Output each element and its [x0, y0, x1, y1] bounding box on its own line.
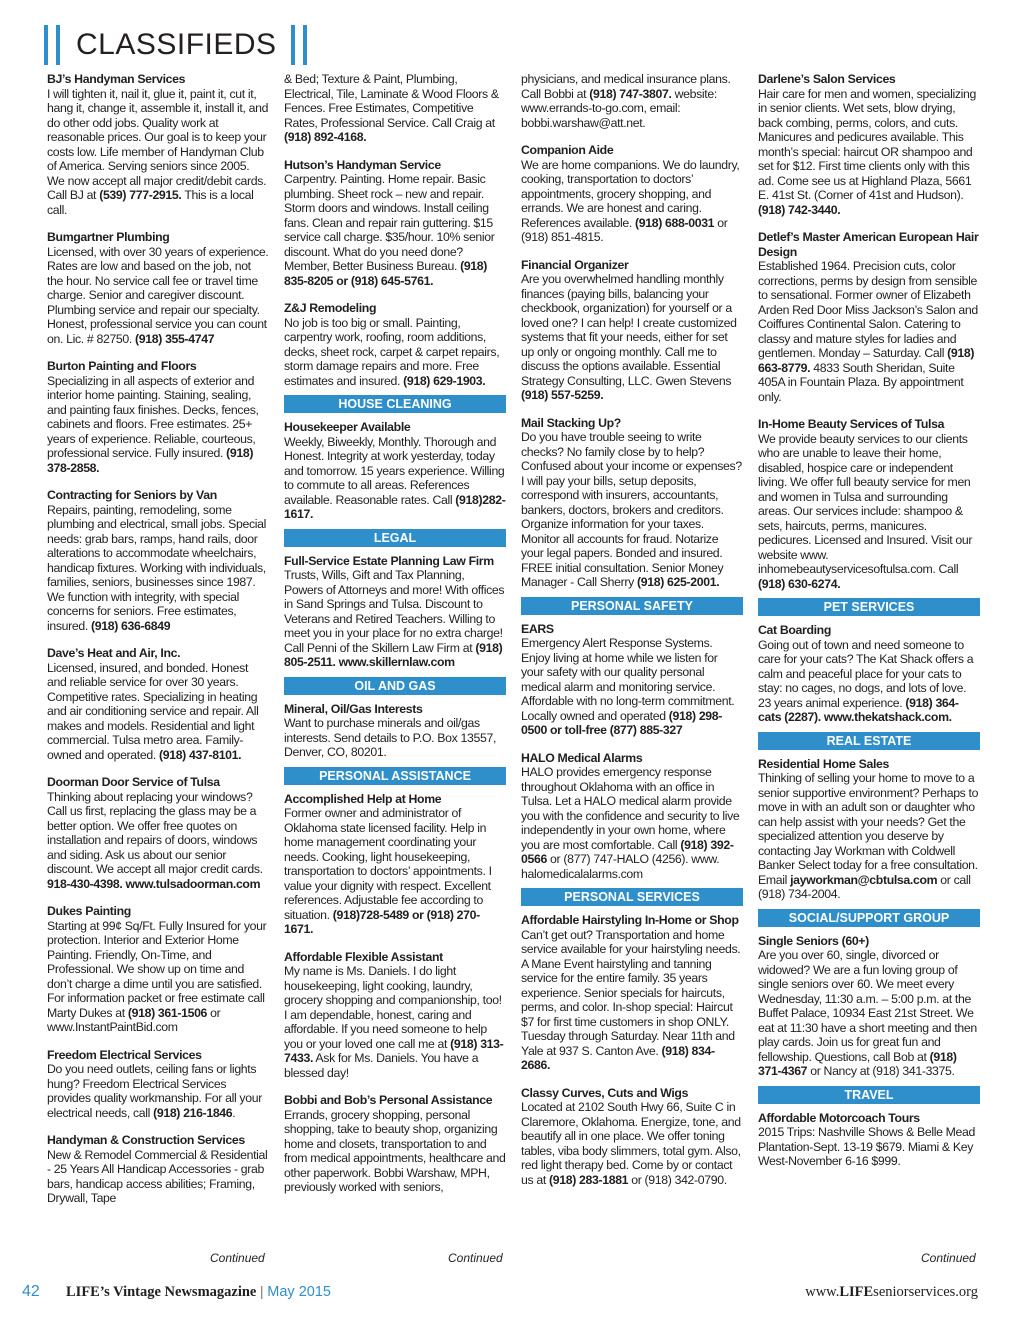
ad-text: 2015 Trips: Nashville Shows & Belle Mead Plantation-Sept. 13-19 $679. Miami & Key West-November 6-16 $999. [758, 1125, 976, 1168]
ad-heading: Doorman Door Service of Tulsa [47, 775, 220, 789]
ad-body [521, 158, 743, 245]
ad-heading: Dukes Painting [47, 904, 131, 918]
ad-contact: (918) 834-2686. [521, 1043, 715, 1072]
section-header-social-support-group: SOCIAL/SUPPORT GROUP [758, 909, 980, 927]
ad-body [47, 374, 269, 476]
header-bar-right-1 [291, 25, 295, 65]
ad-heading: Contracting for Seniors by Van [47, 488, 217, 502]
ad-body [521, 636, 743, 738]
classified-ad-financial-organizer [521, 258, 743, 403]
ad-heading: Mineral, Oil/Gas Interests [284, 701, 423, 716]
classified-ad-affordable-motorcoach-tours [758, 1111, 980, 1169]
ad-heading: Single Seniors (60+) [758, 933, 869, 948]
ad-contact: (539) 777-2915. [99, 188, 182, 202]
ad-heading: Darlene’s Salon Services [758, 72, 896, 86]
ad-contact: (918) 835-8205 or (918) 645-5761. [284, 259, 488, 288]
ad-heading: HALO Medical Alarms [521, 750, 643, 765]
ad-text-tail: or (918) 851-4815. [521, 215, 728, 244]
ad-body [284, 568, 506, 670]
classified-ad-affordable-hairstyling-in-home-or-shop [521, 913, 743, 1073]
ad-heading: Dave’s Heat and Air, Inc. [47, 646, 181, 660]
continued-note-3: Continued [921, 1251, 976, 1265]
website-brand: LIFE [839, 1284, 874, 1300]
ad-heading: Financial Organizer [521, 257, 629, 272]
classified-ad-housekeeper-available [284, 420, 506, 522]
ad-body [284, 806, 506, 937]
header-bar-left-2 [56, 25, 60, 65]
ad-body [47, 1148, 269, 1206]
ad-body [758, 432, 980, 592]
ad-body [521, 72, 743, 130]
ad-heading: EARS [521, 621, 554, 636]
ad-heading: Z&J Remodeling [284, 301, 377, 315]
ad-text: No job is too big or small. Painting, carpentry work, roofing, room additions, decks, sheet rock, carpet & carpet repairs, storm damage repairs and more. Free estimates and insured. [284, 315, 500, 388]
ad-contact: (918) 313-7433. [284, 1036, 504, 1065]
ad-contact: (918) 742-3440. [758, 202, 841, 217]
ad-text: Emergency Alert Response Systems. Enjoy living at home while we listen for your safety with our quality personal medical alarm and monitoring service. Affordable with no long-term commitment. Locally owned and operated [521, 636, 735, 723]
ad-contact: (918) 216-1846 [153, 1105, 233, 1120]
column-1 [47, 72, 269, 1219]
ad-heading: Affordable Flexible Assistant [284, 949, 443, 964]
ad-heading: Classy Curves, Cuts and Wigs [521, 1085, 689, 1100]
ad-heading: Mail Stacking Up? [521, 415, 621, 430]
ad-text-tail: Ask for Ms. Daniels. You have a blessed day! [284, 1051, 479, 1080]
ad-text: Thinking about replacing your windows? Call us first, replacing the glass may be a better option. We offer free quotes on installation and repairs of doors, windows and siding. Ask us about our senior discount. We accept all major credit cards. [47, 789, 263, 876]
ad-heading: Freedom Electrical Services [47, 1047, 202, 1062]
ad-contact: (918) 747-3807. [589, 86, 672, 101]
ad-text: Established 1964. Precision cuts, color corrections, perms by design from sensible to sensational. Former owner of Elizabeth Arden Red Door Miss Jackson’s Salon and Coiffures Continental Salon. Catering to classy and mature styles for ladies and gentlemen. Monday – Saturday. Call [758, 259, 978, 360]
ad-heading: Hutson’s Handyman Service [284, 157, 441, 172]
classified-ad-bj-s-handyman-services [47, 72, 269, 217]
ad-body [521, 430, 743, 590]
ad-contact: 918-430-4398. www.tulsadoorman.com [47, 876, 261, 891]
ad-contact: (918) 663-8779. [758, 346, 975, 375]
ad-body [47, 919, 269, 1035]
ad-text: Do you have trouble seeing to write checks? No family close by to help? Confused about your income or expenses? I will pay your bills, setup deposits, correspond with insurers, accountants, bankers, doctors, brokers and creditors. Organize information for your taxes. Monitor all accounts for fraud. Notarize your legal papers. Bonded and insured. FREE initial consultation. Senior Money Manager - Call Sherry [521, 430, 742, 589]
continued-note-2: Continued [448, 1251, 503, 1265]
ad-text: Trusts, Wills, Gift and Tax Planning, Powers of Attorneys and more! With offices in Sand Springs and Tulsa. Discount to Veterans and Retired Teachers. Willing to meet you in your place for no extra charge! Call Penni of the Skillern Law Firm at [284, 568, 505, 655]
ad-body [47, 245, 269, 347]
ad-contact: (918) 355-4747 [135, 331, 215, 346]
ad-body [758, 1125, 980, 1169]
ad-body [758, 948, 980, 1079]
website-link[interactable] [805, 1284, 978, 1301]
continued-note-1: Continued [210, 1251, 265, 1265]
ad-contact: (918) 625-2001. [637, 575, 720, 589]
column-3 [521, 72, 743, 1200]
ad-contact: (918) 557-5259. [521, 388, 604, 402]
ad-text-tail: This is a local call. [47, 188, 254, 217]
ad-body [521, 765, 743, 881]
classified-ad-single-seniors-60 [758, 934, 980, 1079]
classified-ad-accomplished-help-at-home [284, 792, 506, 937]
section-header-house-cleaning: HOUSE CLEANING [284, 395, 506, 413]
ad-text: Going out of town and need someone to care for your cats? The Kat Shack offers a calm and peaceful place for your cats to stay: no cages, no dogs, and lots of love. 23 years animal experience. [758, 637, 974, 710]
ad-body [284, 72, 506, 145]
classified-ad-in-home-beauty-services-of-tulsa [758, 417, 980, 591]
ad-contact: (918) 361-1506 [127, 1005, 208, 1020]
ad-body [521, 272, 743, 403]
classified-ad-contracting-for-seniors-by-van [47, 488, 269, 633]
section-header-legal: LEGAL [284, 529, 506, 547]
ad-contact: (918) 805-2511. www.skillernlaw.com [284, 640, 503, 669]
section-header-personal-safety: PERSONAL SAFETY [521, 597, 743, 615]
classified-ad-mineral-oil-gas-interests [284, 702, 506, 760]
ad-heading: Cat Boarding [758, 623, 831, 637]
ad-text: New & Remodel Commercial & Residential - 25 Years All Handicap Accessories - grab bars, handicap access abilities; Framing, Drywall, Tape [47, 1147, 268, 1205]
ad-text: We are home companions. We do laundry, cooking, transportation to doctors’ appointments, grocery shopping, and errands. We are honest and caring. References available. [521, 157, 740, 230]
ad-text: Hair care for men and women, specializing in senior clients. Wet sets, blow drying, back combing, perms, colors, and cuts. Manicures and pedicures available. This month’s special: haircut OR shampoo and set for $12. First time clients only with this ad. Come see us at Highland Plaza, 5661 E. 41st St. (Corner of 41st and Hudson). [758, 86, 977, 202]
section-header-travel: TRAVEL [758, 1086, 980, 1104]
ad-contact: (918) 392-0566 [521, 837, 734, 866]
ad-text-tail: website: www.errands-to-go.com, email: bobbi.warshaw@att.net. [521, 86, 717, 130]
classified-ad-continued [284, 72, 506, 145]
ad-text: Errands, grocery shopping, personal shopping, take to beauty shop, organizing home and closets, transportation to and from medical appointments, healthcare and other paperwork. Bobbi Warshaw, MPH, previously worked with seniors, [284, 1107, 506, 1194]
ad-text: Can’t get out? Transportation and home service available for your hairstyling needs. A Mane Event hairstyling and tanning service for the entire family. 35 years experience. Senior specials for haircuts, perms, and color. In-shop special: Haircut $7 for first time customers in shop ONLY. Tuesday through Saturday. Near 11th and Yale at 937 S. Canton Ave. [521, 927, 741, 1058]
classified-ad-bumgartner-plumbing [47, 230, 269, 346]
ad-text: Licensed, with over 30 years of experience. Rates are low and based on the job, not the hour. No service call fee or travel time charge. Senior and caregiver discount. Plumbing service and repair our specialty. Honest, professional service you can count on. Lic. # 82750. [47, 244, 269, 346]
header-bar-left-1 [44, 25, 48, 65]
ad-heading: Bobbi and Bob’s Personal Assistance [284, 1093, 493, 1107]
ad-contact: (918) 283-1881 [548, 1172, 629, 1187]
classified-ad-hutson-s-handyman-service [284, 158, 506, 289]
ad-heading: Housekeeper Available [284, 420, 411, 434]
ad-text: Thinking of selling your home to move to a senior supportive environment? Perhaps to move in with an adult son or daughter who can help assist with your needs? Get the specialized attention you deserve by contacting Jay Workman with Coldwell Banker Select today for a free consultation. Email [758, 771, 979, 887]
website-suffix: seniorservices.org [873, 1284, 978, 1300]
classified-ad-ears [521, 622, 743, 738]
ad-heading: Residential Home Sales [758, 756, 890, 771]
ad-contact: jayworkman@cbtulsa.com [790, 872, 938, 887]
ad-text: Repairs, painting, remodeling, some plumbing and electrical, small jobs. Special needs: grab bars, ramps, hand rails, door alterations to accommodate wheelchairs, handicap fixtures. Working with individuals, families, seniors, businesses since 1987. We function with integrity, with special concerns for seniors. Free estimates, insured. [47, 502, 267, 633]
issue-date: May 2015 [267, 1284, 331, 1300]
ad-text: Want to purchase minerals and oil/gas interests. Send details to P.O. Box 13557, Denver, CO, 80201. [284, 716, 497, 759]
classified-ad-z-j-remodeling [284, 301, 506, 388]
ad-heading: Full-Service Estate Planning Law Firm [284, 553, 494, 568]
ad-heading: Burton Painting and Floors [47, 359, 197, 373]
section-header-oil-and-gas: OIL AND GAS [284, 677, 506, 695]
classified-ad-halo-medical-alarms [521, 751, 743, 882]
ad-contact: (918)728-5489 or (918) 270-1671. [284, 907, 480, 936]
classified-ad-classy-curves-cuts-and-wigs [521, 1086, 743, 1188]
ad-body [284, 964, 506, 1080]
ad-text: We provide beauty services to our clients who are unable to leave their home, disabled, hospice care or independent living. We offer full beauty service for men and women in Tulsa and surrounding areas. Our services include: shampoo & sets, haircuts, perms, manicures. pedicures. Licensed and Insured. Visit our website www. inhomebeautyservicesoftulsa.com. Call [758, 431, 973, 576]
ad-body [47, 1062, 269, 1120]
ad-heading: Accomplished Help at Home [284, 791, 442, 806]
ad-text-tail: . [232, 1105, 236, 1120]
ad-contact: (918) 688-0031 [634, 215, 715, 230]
section-header-pet-services: PET SERVICES [758, 598, 980, 616]
ad-contact: (918) 298-0500 or toll-free (877) 885-327 [521, 708, 723, 737]
ad-body [47, 661, 269, 763]
ad-heading: Affordable Motorcoach Tours [758, 1110, 920, 1125]
ad-contact: (918) 629-1903. [403, 373, 486, 388]
ad-text: I will tighten it, nail it, glue it, paint it, cut it, hang it, change it, assemble it, install it, and do other odd jobs. Quality work at reasonable prices. Our goal is to keep your costs low. Life member of Handyman Club of America. Serving seniors since 2005. We now accept all major credit/debit cards. Call BJ at [47, 86, 269, 202]
ad-contact: (918)282-1617. [284, 492, 506, 521]
classified-ad-detlef-s-master-american-european-hair-design [758, 230, 980, 404]
ad-body [284, 435, 506, 522]
classified-ad-dukes-painting [47, 904, 269, 1035]
ad-body [758, 87, 980, 218]
ad-body [758, 638, 980, 725]
ad-body [758, 771, 980, 902]
ad-text: Located at 2102 South Hwy 66, Suite C in Claremore, Oklahoma. Energize, tone, and beautify all in one place. We offer toning tables, viba body slimmers, total gym. Also, red light therapy bed. Come by or contact us at [521, 1100, 741, 1187]
ad-text-tail: or (918) 342-0790. [628, 1172, 727, 1187]
ad-contact: (918) 378-2858. [47, 446, 254, 475]
header-bar-right-2 [303, 25, 307, 65]
classified-ad-darlene-s-salon-services [758, 72, 980, 217]
classified-ad-cat-boarding [758, 623, 980, 725]
classified-ad-affordable-flexible-assistant [284, 950, 506, 1081]
classified-ad-freedom-electrical-services [47, 1048, 269, 1121]
ad-contact: (918) 364-cats (2287). www.thekatshack.com. [758, 695, 959, 724]
ad-body [47, 503, 269, 634]
ad-body [47, 87, 269, 218]
publication-name: LIFE’s Vintage Newsmagazine [66, 1284, 257, 1300]
page-header [44, 22, 307, 68]
section-header-personal-assistance: PERSONAL ASSISTANCE [284, 767, 506, 785]
ad-text: Do you need outlets, ceiling fans or lights hung? Freedom Electrical Services provides quality workmanship. For all your electrical needs, call [47, 1062, 262, 1120]
ad-text: Weekly, Biweekly, Monthly. Thorough and Honest. Integrity at work yesterday, today and tomorrow. 15 years experience. Willing to commute to all areas. References available. Reasonable rates. Call [284, 434, 505, 507]
ad-heading: Bumgartner Plumbing [47, 230, 170, 244]
classified-ad-dave-s-heat-and-air-inc [47, 646, 269, 762]
page-number: 42 [22, 1283, 40, 1300]
ad-text: & Bed; Texture & Paint, Plumbing, Electrical, Tile, Laminate & Wood Floors & Fences. Free Estimates, Competitive Rates, Professional Service. Call Craig at [284, 72, 499, 130]
ad-body [47, 790, 269, 892]
footer-separator: | [260, 1284, 264, 1300]
ad-body [758, 259, 980, 404]
ad-body [284, 716, 506, 760]
ad-contact: (918) 892-4168. [284, 130, 367, 144]
ad-text: HALO provides emergency response throughout Oklahoma with an office in Tulsa. Let a HALO medical alarm provide you with the confidence and security to live independently in your own home, where you are most comfortable. Call [521, 765, 740, 852]
ad-body [284, 316, 506, 389]
classified-ad-continued [521, 72, 743, 130]
column-2 [284, 72, 506, 1208]
ad-text: Former owner and administrator of Oklahoma state licensed facility. Help in home management coordinating your needs. Cooking, light housekeeping, transportation to doctors’ appointments. I value your dignity with respect. Excellent references. Adjustable fee according to situation. [284, 806, 492, 922]
ad-body [521, 1100, 743, 1187]
classified-ad-burton-painting-and-floors [47, 359, 269, 475]
ad-text: Carpentry. Painting. Home repair. Basic plumbing. Sheet rock – new and repair. Storm doors and windows. Install ceiling fans. Clean and repair rain guttering. $15 service call charge. $35/hour. 10% senior discount. What do you need done? Member, Better Business Bureau. [284, 172, 495, 273]
column-4 [758, 72, 980, 1182]
ad-text: Are you overwhelmed handling monthly finances (paying bills, balancing your checkbook, organization) for yourself or a loved one? I can help! I create customized systems that fit your needs, either for set up only or ongoing monthly. Call me to discuss the options available. Essential Strategy Consulting, LLC. Gwen Stevens [521, 272, 737, 388]
ad-heading: Companion Aide [521, 143, 614, 157]
ad-body [521, 928, 743, 1073]
ad-heading: Affordable Hairstyling In-Home or Shop [521, 913, 739, 927]
ad-heading: Handyman & Construction Services [47, 1133, 245, 1147]
page-footer [0, 1283, 1024, 1307]
classified-ad-doorman-door-service-of-tulsa [47, 775, 269, 891]
ad-text-tail: or Nancy at (918) 341-3375. [807, 1064, 955, 1078]
classified-ad-mail-stacking-up [521, 416, 743, 590]
page-title: CLASSIFIEDS [76, 28, 277, 61]
ad-body [284, 1108, 506, 1195]
section-header-real-estate: REAL ESTATE [758, 732, 980, 750]
classified-ad-companion-aide [521, 143, 743, 245]
website-prefix: www. [805, 1284, 840, 1300]
ad-heading: In-Home Beauty Services of Tulsa [758, 417, 945, 431]
ad-text-tail: 4833 South Sheridan, Suite 405A in Fountain Plaza. By appointment only. [758, 360, 964, 404]
ad-text-tail: or www.InstantPaintBid.com [47, 1005, 221, 1034]
ad-contact: (918) 371-4367 [758, 1049, 957, 1078]
publication-info [66, 1284, 331, 1301]
ad-text: Specializing in all aspects of exterior and interior home painting. Staining, sealing, and painting faux finishes. Decks, fences, cabinets and floors. Free estimates. 25+ years of experience. Reliable, courteous, professional service. Fully insured. [47, 373, 259, 460]
ad-text: Licensed, insured, and bonded. Honest and reliable service for over 30 years. Competitive rates. Specializing in heating and air conditioning service and repair. All makes and models. Residential and light commercial. Tulsa metro area. Family-owned and operated. [47, 660, 259, 762]
ad-text: Are you over 60, single, divorced or widowed? We are a fun loving group of single seniors over 60. We meet every Wednesday, 11:30 a.m. – 5:00 p.m. at the Buffet Palace, 10934 East 21st Street. We eat at 11:30 have a short meeting and then play cards. Join us for great fun and fellowship. Questions, call Bob at [758, 948, 977, 1064]
ad-text: Starting at 99¢ Sq/Ft. Fully Insured for your protection. Interior and Exterior Home Painting. Friendly, On-Time, and Professional. We show up on time and don’t charge a dime until you are satisfied. For information packet or free estimate call Marty Dukes at [47, 918, 267, 1020]
ad-text-tail: or call (918) 734-2004. [758, 872, 971, 901]
ad-contact: (918) 437-8101. [158, 747, 242, 762]
classified-ad-full-service-estate-planning-law-firm [284, 554, 506, 670]
ad-heading: BJ’s Handyman Services [47, 72, 186, 86]
classified-ad-handyman-construction-services [47, 1133, 269, 1206]
classified-ad-residential-home-sales [758, 757, 980, 902]
section-header-personal-services: PERSONAL SERVICES [521, 888, 743, 906]
classified-ad-bobbi-and-bob-s-personal-assistance [284, 1093, 506, 1195]
ad-body [284, 172, 506, 288]
ad-text: physicians, and medical insurance plans. Call Bobbi at [521, 72, 731, 101]
ad-text-tail: or (877) 747-HALO (4256). www. halomedicalalarms.com [521, 852, 720, 881]
ad-contact: (918) 630-6274. [758, 576, 841, 591]
ad-heading: Detlef’s Master American European Hair Design [758, 230, 979, 259]
ad-contact: (918) 636-6849 [91, 618, 171, 633]
ad-text: My name is Ms. Daniels. I do light housekeeping, light cooking, laundry, grocery shopping and companionship, too! I am dependable, honest, caring and affordable. If you need someone to help you or your loved one call me at [284, 964, 502, 1051]
